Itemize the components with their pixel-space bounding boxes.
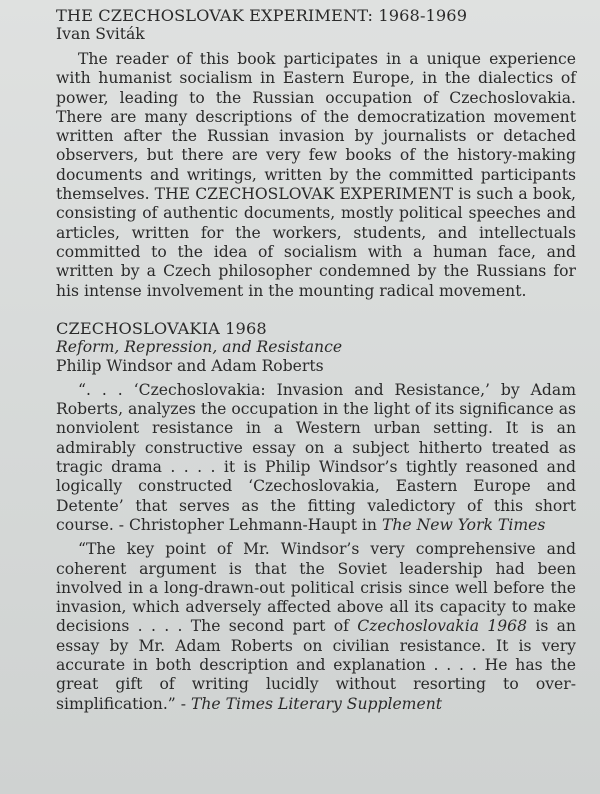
book-author: Ivan Sviták <box>56 25 145 43</box>
book-subtitle: Reform, Repression, and Resistance <box>56 337 343 356</box>
book-entry-czechoslovak-experiment <box>56 6 576 301</box>
review-source: The Times Literary Supplement <box>190 694 442 713</box>
review-quote-tls <box>56 540 576 714</box>
review-book-reference: Czechoslovakia 1968 <box>357 617 528 636</box>
review-source: The New York Times <box>381 515 546 534</box>
book-description: The reader of this book participates in a unique experience with humanist socialism in Eastern Europe, in the dialectics of power, leading to the Russian occupation of Czechoslovakia. There are many descriptions of the democratization movement written after the Russian invasion by journalists or detached observers, but there are very few books of the history-making documents and writings, written by the committed participants themselves. THE CZECHOSLOVAK EXPERIMENT is such a book, consisting of authentic documents, mostly political speeches and articles, written for the workers, students, and intellectuals committed to the idea of socialism with a human face, and written by a Czech philosopher condemned by the Russians for his intense involvement in the mounting radical movement. <box>56 50 576 300</box>
book-page <box>56 6 576 714</box>
review-text: “The key point of Mr. Windsor’s very comprehensive and coherent argument is that the Soviet leadership had been involved in a long-drawn-out political crisis since well before the invasion, which adversely affected above all its capacity to make decisions . . . . The second part of <box>56 540 576 636</box>
review-quote-nyt <box>56 381 576 535</box>
book-entry-czechoslovakia-1968 <box>56 319 576 714</box>
book-title: CZECHOSLOVAKIA 1968 <box>56 318 267 338</box>
review-text: “. . . ‘Czechoslovakia: Invasion and Resistance,’ by Adam Roberts, analyzes the occupation in the light of its significance as nonviolent resistance in a Western urban setting. It is an admirably constructive essay on a subject hitherto treated as tragic drama . . . . it is Philip Windsor’s tightly reasoned and logically constructed ‘Czechoslovakia, Eastern Europe and Detente’ that serves as the fitting valedictory of this short course. - Christopher Lehmann-Haupt in <box>56 380 576 534</box>
review-text-continued: is an essay by Mr. Adam Roberts on civilian resistance. It is very accurate in both description and explanation . . . . He has the great gift of writing lucidly without resorting to over-simplification.” - <box>56 617 576 713</box>
book-authors: Philip Windsor and Adam Roberts <box>56 356 324 375</box>
book-title: THE CZECHOSLOVAK EXPERIMENT: 1968-1969 <box>56 6 468 25</box>
